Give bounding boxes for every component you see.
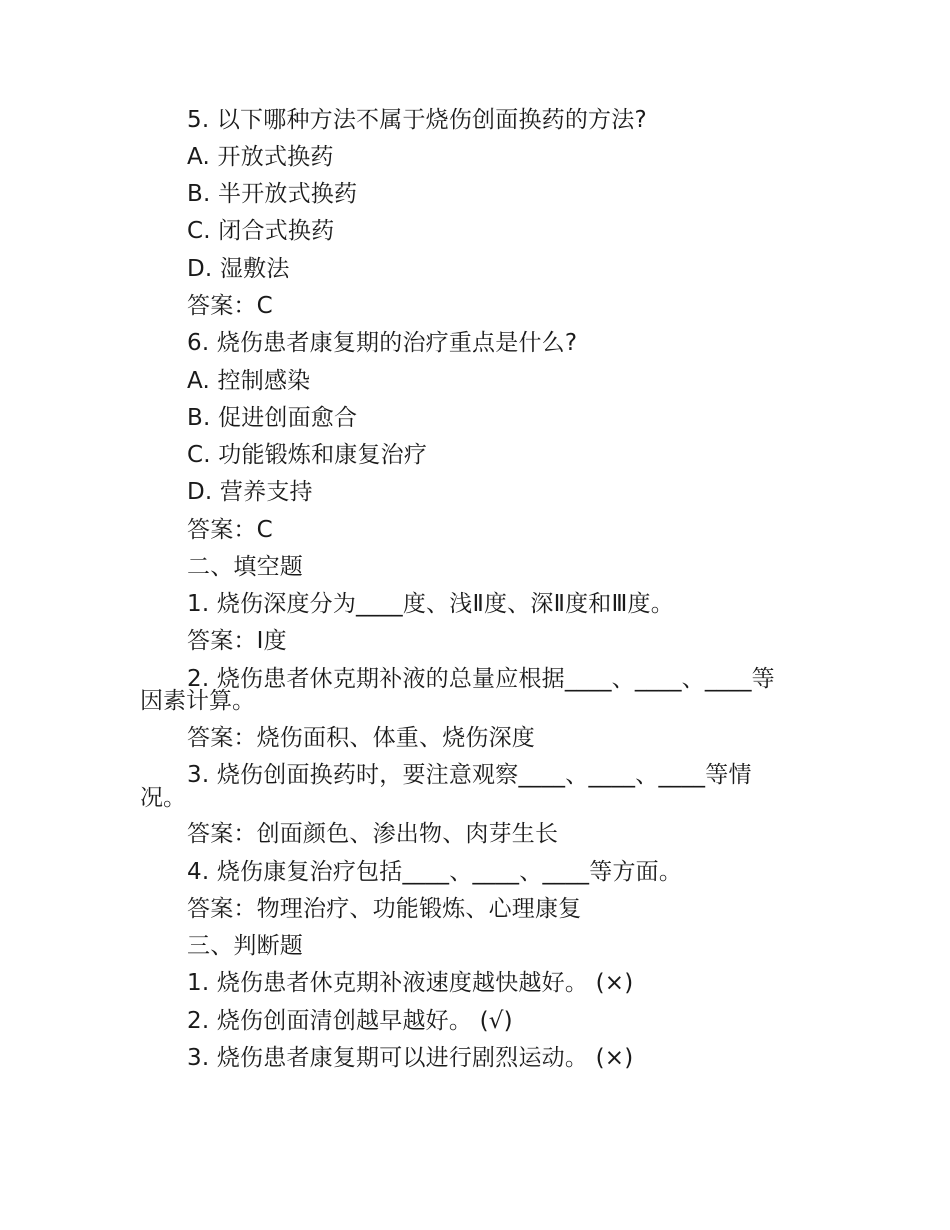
section-heading-true-false: 三、判断题 <box>187 933 303 959</box>
fill-question-3-continued: 况。 <box>140 785 186 811</box>
answer: 答案：创面颜色、渗出物、肉芽生长 <box>187 821 559 847</box>
true-false-1: 1. 烧伤患者休克期补液速度越快越好。 (×) <box>187 970 634 996</box>
question-5: 5. 以下哪种方法不属于烧伤创面换药的方法? <box>187 107 647 133</box>
true-false-3: 3. 烧伤患者康复期可以进行剧烈运动。 (×) <box>187 1045 634 1071</box>
true-false-2: 2. 烧伤创面清创越早越好。 (√) <box>187 1008 513 1034</box>
fill-question-3: 3. 烧伤创面换药时，要注意观察____、____、____等情 <box>187 762 752 788</box>
answer: 答案：烧伤面积、体重、烧伤深度 <box>187 725 535 751</box>
option-d: D. 湿敷法 <box>187 256 290 282</box>
question-6: 6. 烧伤患者康复期的治疗重点是什么? <box>187 330 578 356</box>
option-d: D. 营养支持 <box>187 479 313 505</box>
fill-question-2: 2. 烧伤患者休克期补液的总量应根据____、____、____等 <box>187 666 775 692</box>
fill-question-2-continued: 因素计算。 <box>140 688 255 714</box>
answer: 答案：物理治疗、功能锻炼、心理康复 <box>187 896 582 922</box>
option-c: C. 闭合式换药 <box>187 218 335 244</box>
answer: 答案：C <box>187 517 273 543</box>
answer: 答案：Ⅰ度 <box>187 628 287 654</box>
option-b: B. 半开放式换药 <box>187 181 358 207</box>
section-heading-fill-blank: 二、填空题 <box>187 554 303 580</box>
fill-question-4: 4. 烧伤康复治疗包括____、____、____等方面。 <box>187 859 683 885</box>
answer: 答案：C <box>187 293 273 319</box>
option-c: C. 功能锻炼和康复治疗 <box>187 442 428 468</box>
option-b: B. 促进创面愈合 <box>187 405 358 431</box>
option-a: A. 开放式换药 <box>187 144 334 170</box>
option-a: A. 控制感染 <box>187 368 311 394</box>
fill-question-1: 1. 烧伤深度分为____度、浅Ⅱ度、深Ⅱ度和Ⅲ度。 <box>187 591 674 617</box>
